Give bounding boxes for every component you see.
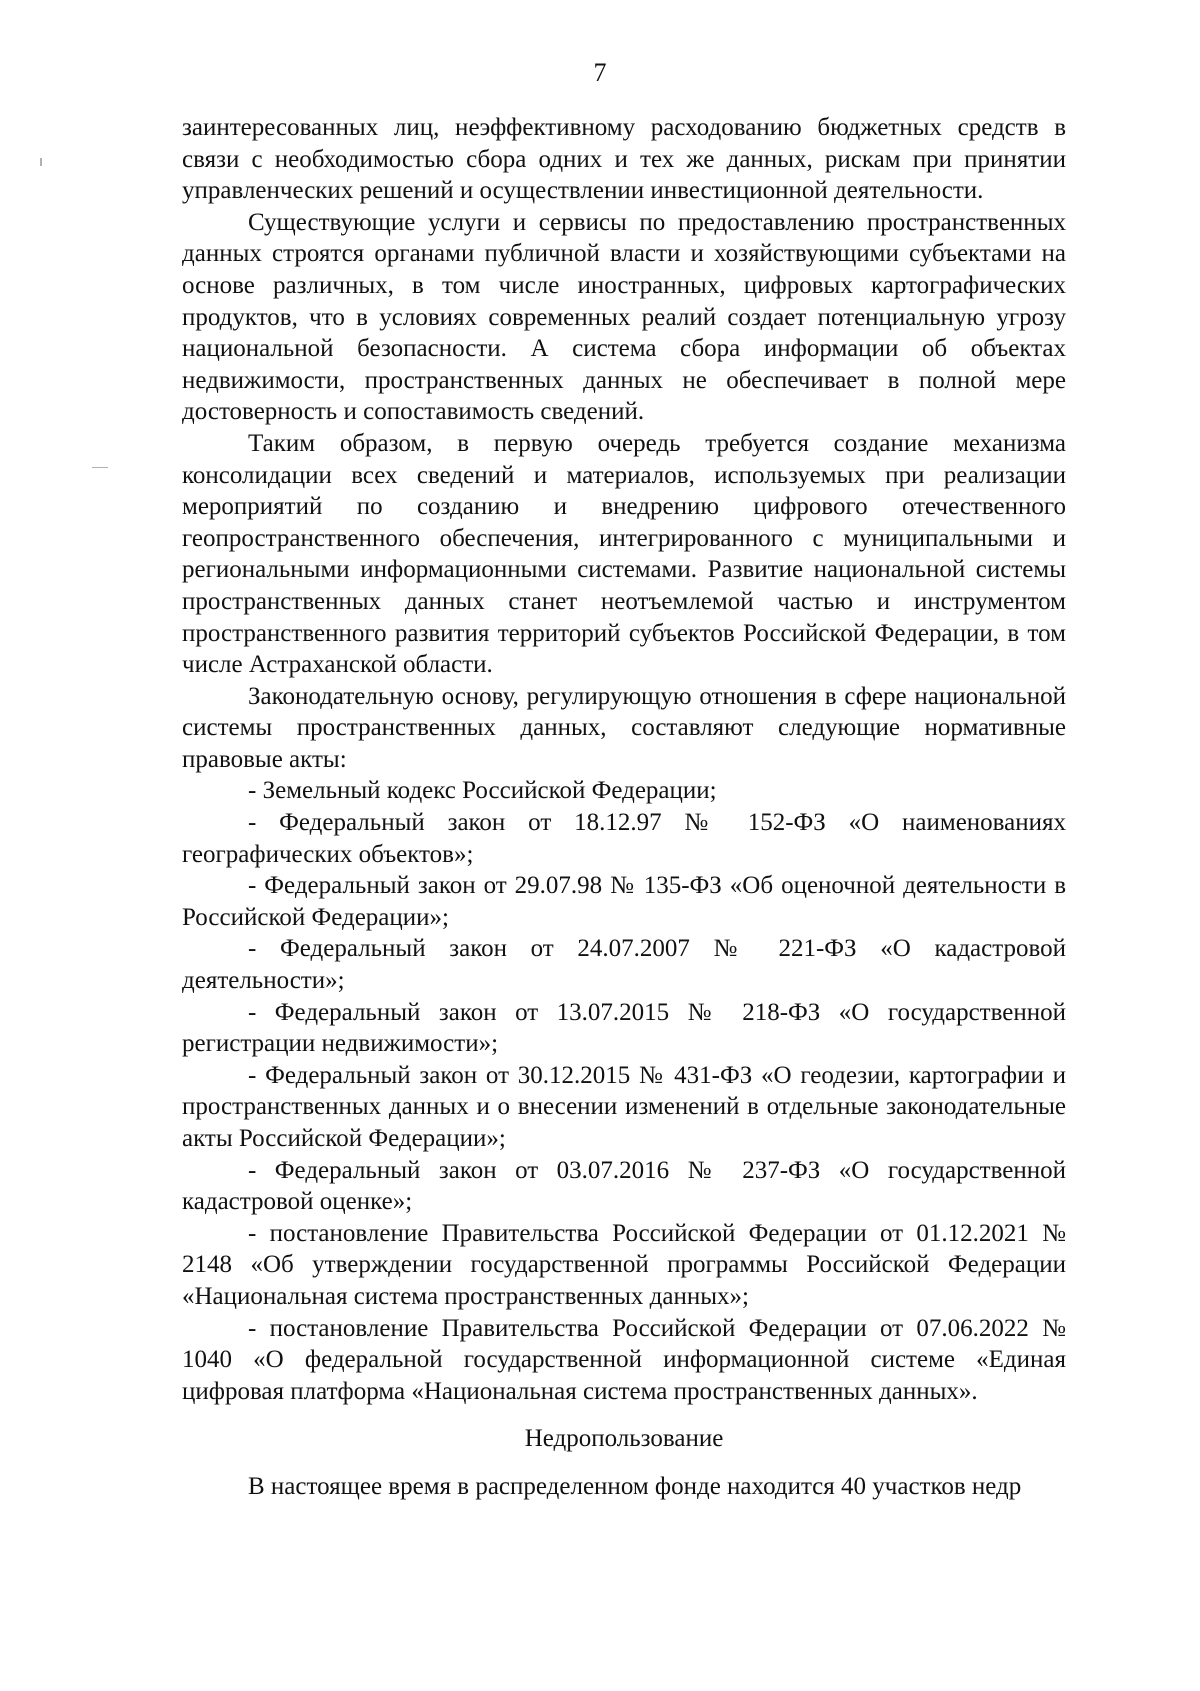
list-item: - постановление Правительства Российской Федерации от 01.12.2021 № 2148 «Об утверждении государственной программы Российской Федерации «Национальная система пространственных данных»; xyxy=(182,1219,1066,1310)
list-item: - Федеральный закон от 24.07.2007 № 221-ФЗ «О кадастровой деятельности»; xyxy=(182,935,1066,995)
list-item: - Федеральный закон от 30.12.2015 № 431-ФЗ «О геодезии, картографии и пространственных данных и о внесении изменений в отдельные законодательные акты Российской Федерации»; xyxy=(182,1061,1066,1152)
paragraph: Законодательную основу, регулирующую отношения в сфере национальной системы пространственных данных, составляют следующие нормативные правовые акты: xyxy=(182,682,1066,773)
scan-mark-top xyxy=(40,158,42,166)
page-number: 7 xyxy=(593,58,607,87)
paragraph: Таким образом, в первую очередь требуется создание механизма консолидации всех сведений и материалов, используемых при реализации мероприятий по созданию и внедрению цифрового отечественного геопространственного обеспечения, интегрированного с муниципальными и региональными информационными системами. Развитие национальной системы пространственных данных станет неотъемлемой частью и инструментом пространственного развития территорий субъектов Российской Федерации, в том числе Астраханской области. xyxy=(182,429,1066,679)
paragraph: заинтересованных лиц, неэффективному расходованию бюджетных средств в связи с необходимостью сбора одних и тех же данных, рискам при принятии управленческих решений и осуществлении инвестиционной деятельности. xyxy=(182,114,1066,205)
list-item: - Федеральный закон от 29.07.98 № 135-ФЗ «Об оценочной деятельности в Российской Федерации»; xyxy=(182,872,1066,931)
list-item: - Земельный кодекс Российской Федерации; xyxy=(248,777,717,805)
paragraph: В настоящее время в распределенном фонде находится 40 участков недр xyxy=(248,1472,1022,1500)
scan-mark-middle xyxy=(92,467,108,468)
list-item: - постановление Правительства Российской Федерации от 07.06.2022 № 1040 «О федеральной государственной информационной системе «Единая цифровая платформа «Национальная система пространственных данных». xyxy=(182,1314,1066,1405)
list-item: - Федеральный закон от 03.07.2016 № 237-ФЗ «О государственной кадастровой оценке»; xyxy=(182,1156,1066,1216)
paragraph: Существующие услуги и сервисы по предоставлению пространственных данных строятся органами публичной власти и хозяйствующими субъектами на основе различных, в том числе иностранных, цифровых картографических продуктов, что в условиях современных реалий создает потенциальную угрозу национальной безопасности. А система сбора информации об объектах недвижимости, пространственных данных не обеспечивает в полной мере достоверность и сопоставимость сведений. xyxy=(182,208,1066,426)
section-heading: Недропользование xyxy=(524,1425,724,1453)
list-item: - Федеральный закон от 18.12.97 № 152-ФЗ «О наименованиях географических объектов»; xyxy=(182,809,1066,868)
list-item: - Федеральный закон от 13.07.2015 № 218-ФЗ «О государственной регистрации недвижимости»; xyxy=(182,998,1066,1058)
document-body xyxy=(182,112,1066,1503)
